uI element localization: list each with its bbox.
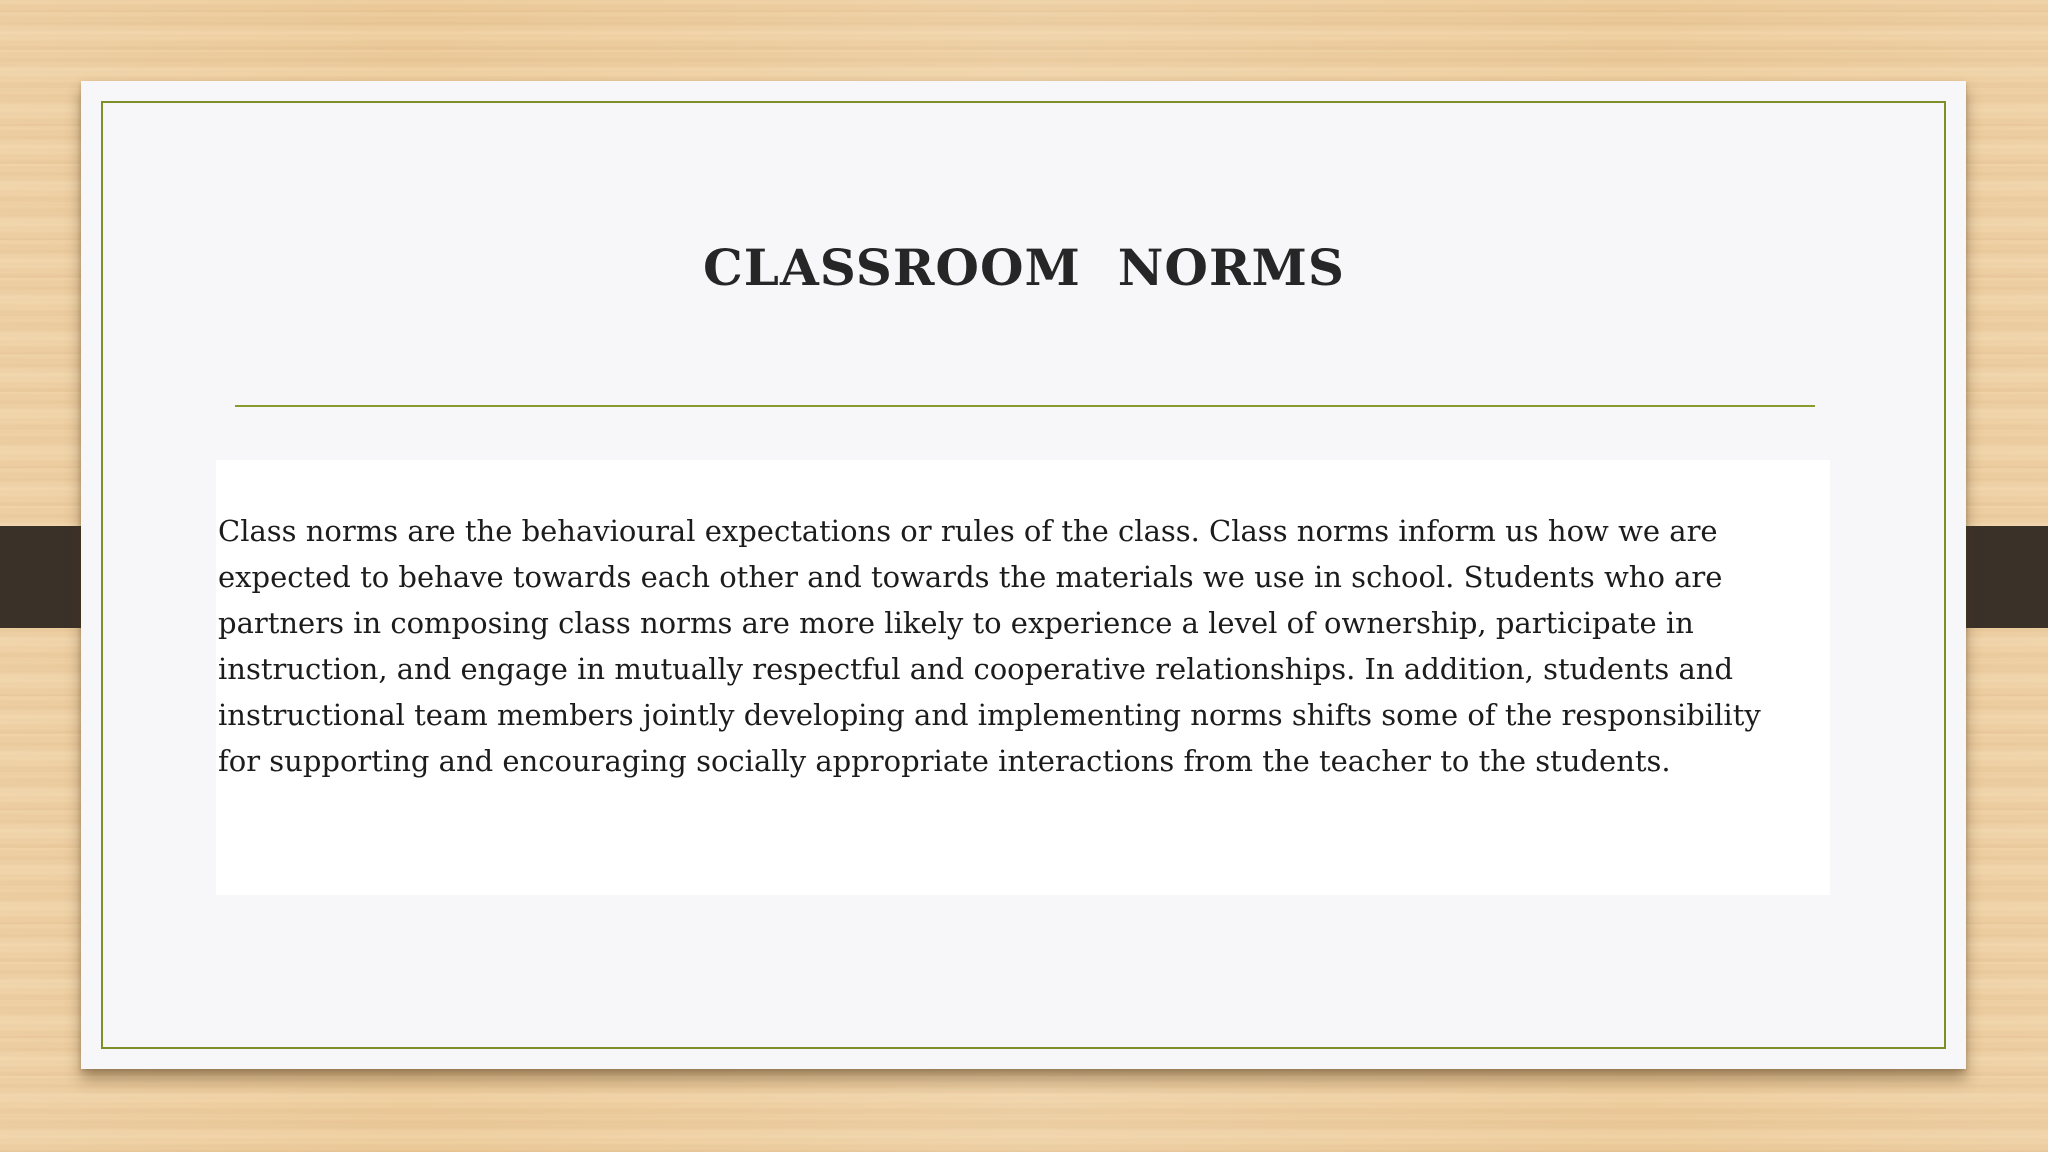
content-box	[216, 460, 1830, 895]
body-paragraph: Class norms are the behavioural expectations or rules of the class. Class norms inform us how we are expected to behave towards each other and towards the materials we use in school. Students who are partners in composing class norms are more likely to experience a level of ownership, participate in instruction, and engage in mutually respectful and cooperative relationships. In addition, students and instructional team members jointly developing and implementing norms shifts some of the responsibility for supporting and encouraging socially appropriate interactions from the teacher to the students.	[218, 514, 1761, 778]
slide-title: CLASSROOM NORMS	[703, 238, 1345, 297]
title-divider	[235, 405, 1815, 407]
